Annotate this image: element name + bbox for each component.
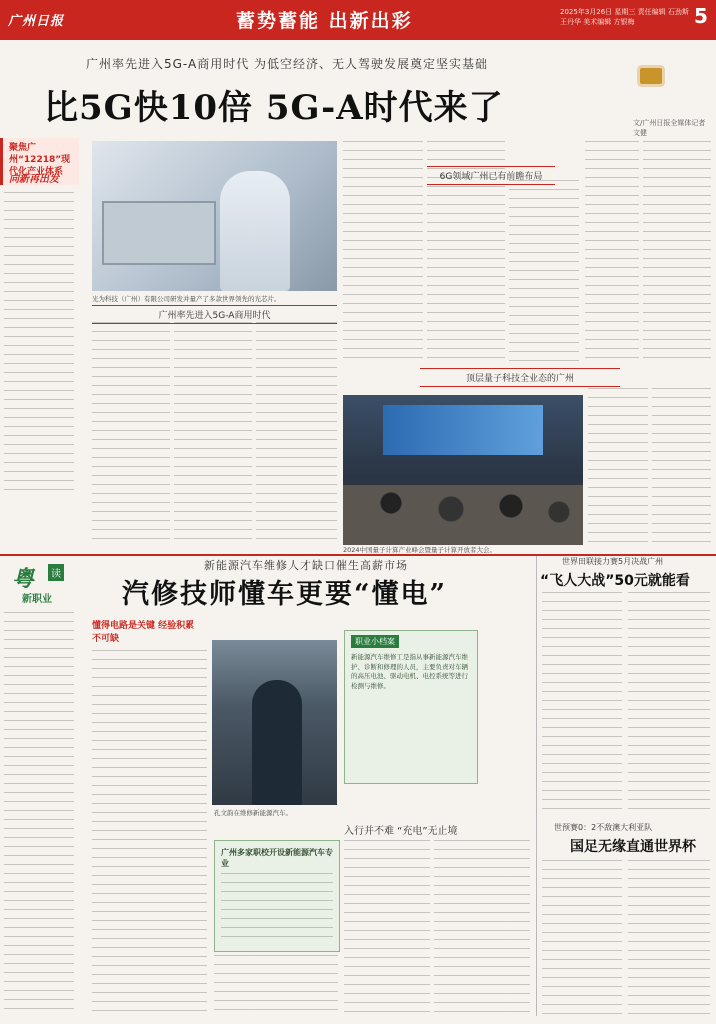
subhead-circuit: 懂得电路是关键 经验积累不可缺 <box>92 621 195 644</box>
audience-shape <box>343 485 583 545</box>
masthead <box>0 0 716 40</box>
lab-photo <box>92 141 337 291</box>
mechanic-photo-caption: 孔文韵在维修新能源汽车。 <box>214 809 292 817</box>
subhead-6g: 6G领域广州已有前瞻布局 <box>427 166 555 185</box>
article-column <box>256 322 337 547</box>
page-number: 5 <box>694 4 708 28</box>
football-kicker: 世预赛0：2不敌澳大利亚队 <box>554 823 653 832</box>
athletics-headline: “飞人大战”50元就能看 <box>540 573 690 589</box>
summit-photo <box>343 395 583 545</box>
article-column <box>542 860 622 1015</box>
lead-kicker: 广州率先进入5G-A商用时代 为低空经济、无人驾驶发展奠定坚实基础 <box>86 57 489 71</box>
section-banner: 蓄势蓄能 出新出彩 <box>236 10 413 32</box>
series-subtitle: 向新再出发 <box>9 174 59 185</box>
article-column <box>214 955 338 1015</box>
article-column <box>92 322 170 547</box>
left-column-text <box>4 192 74 492</box>
series-box <box>0 138 79 185</box>
article-column <box>92 650 207 1015</box>
article-column <box>628 592 710 817</box>
column-rule <box>536 556 537 1016</box>
chip-caption: 文/广州日报全媒体记者 文健 <box>633 119 706 137</box>
article-column <box>174 322 252 547</box>
tag-new-job: 新职业 <box>22 594 52 605</box>
football-headline: 国足无缘直通世界杯 <box>570 839 696 855</box>
article-column <box>542 592 622 817</box>
article-column <box>585 141 639 363</box>
series-title: 聚焦广州“12218”现代化产业体系 <box>9 143 71 177</box>
article-column <box>588 388 648 548</box>
mechanic-photo <box>212 640 337 805</box>
tag-du: 读 <box>48 564 64 581</box>
job-profile-box <box>344 630 478 784</box>
job-profile-body: 新能源汽车维修工是指从事新能源汽车维护、诊断和修理的人员，主要负责对车辆的高压电池、驱动电机、电控系统等进行检测与维修。 <box>351 653 468 690</box>
article-column <box>652 388 711 548</box>
article-column <box>509 180 579 363</box>
article-column <box>434 840 530 1015</box>
worker-shape <box>220 171 290 291</box>
subhead-quantum: 顶层量子科技全业态的广州 <box>420 368 620 387</box>
school-box <box>214 840 340 952</box>
mechanic-shape <box>252 680 302 805</box>
second-kicker: 新能源汽车维修人才缺口催生高薪市场 <box>204 559 408 572</box>
lab-photo-caption: 光为科技（广州）有限公司研发并量产了多款世界领先的光芯片。 <box>92 295 281 303</box>
left-column-text <box>4 612 74 1012</box>
article-column <box>344 840 430 1015</box>
school-box-text <box>221 873 333 945</box>
summit-photo-caption: 2024中国量子计算产业峰会暨量子计算开放者大会。 <box>343 546 497 554</box>
newspaper-logo: 广州日报 <box>8 14 65 29</box>
chip-photo <box>640 68 662 84</box>
subhead-entry: 入行并不难 “充电”无止境 <box>344 826 458 837</box>
second-headline: 汽修技师懂车更要“懂电” <box>122 579 448 610</box>
dateline: 2025年3月26日 星期三 责任编辑 石劲斯 王丹华 美术编辑 方银梅 <box>560 8 689 26</box>
stage-screen <box>383 405 543 455</box>
machine-shape <box>102 201 216 265</box>
job-profile-head: 职业小档案 <box>351 635 399 648</box>
subhead-5ga: 广州率先进入5G-A商用时代 <box>92 305 337 324</box>
article-column <box>343 141 423 363</box>
lead-headline: 比5G快10倍 5G-A时代来了 <box>44 88 504 128</box>
yue-du-tag <box>0 560 76 606</box>
athletics-kicker: 世界田联接力赛5月决战广州 <box>562 557 664 566</box>
tag-yue: 粤 <box>12 567 35 592</box>
article-column <box>628 860 710 1015</box>
school-box-title: 广州多家职校开设新能源汽车专业 <box>221 848 333 868</box>
article-column <box>643 141 711 363</box>
